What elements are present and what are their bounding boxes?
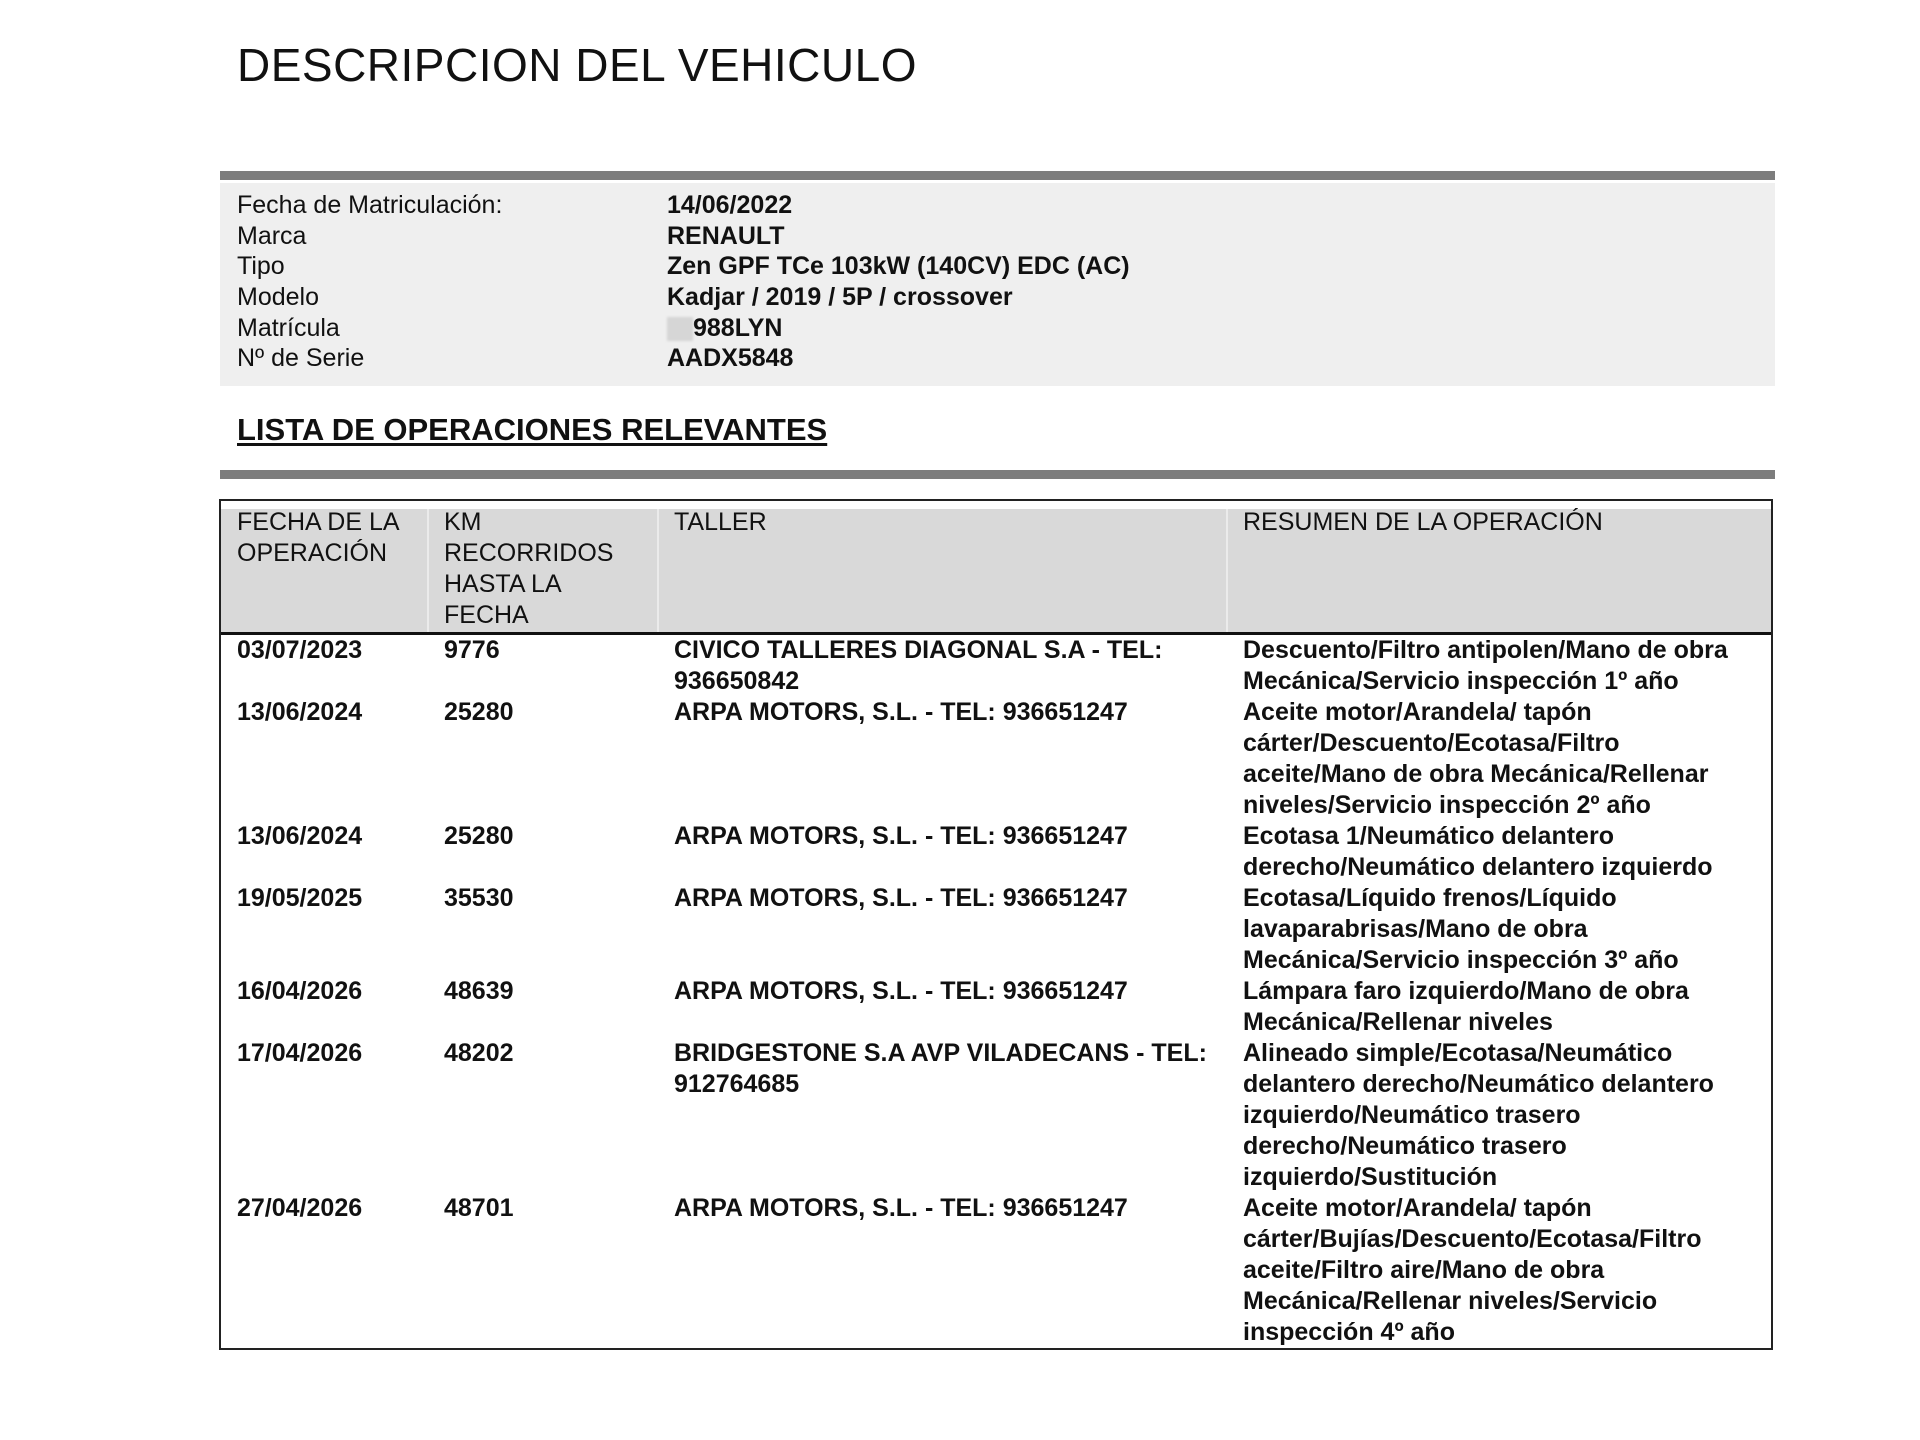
cell-date: 16/04/2026 bbox=[237, 977, 363, 1005]
cell-date: 27/04/2026 bbox=[237, 1194, 363, 1222]
plate-number: 988LYN bbox=[693, 314, 783, 342]
vehicle-row-plate bbox=[220, 313, 1775, 344]
cell-shop: ARPA MOTORS, S.L. - TEL: 936651247 bbox=[674, 977, 1128, 1005]
cell-summary: Ecotasa/Líquido frenos/Líquido lavaparabrisas/Mano de obra Mecánica/Servicio inspección 3º año bbox=[1243, 884, 1679, 974]
vehicle-label: Tipo bbox=[237, 252, 285, 280]
vehicle-row-brand bbox=[220, 221, 1775, 252]
vehicle-value: Kadjar / 2019 / 5P / crossover bbox=[667, 283, 1013, 311]
header-shop: TALLER bbox=[674, 508, 767, 536]
cell-km: 48639 bbox=[444, 977, 514, 1005]
cell-summary: Ecotasa 1/Neumático delantero derecho/Neumático delantero izquierdo bbox=[1243, 822, 1713, 881]
cell-summary: Descuento/Filtro antipolen/Mano de obra Mecánica/Servicio inspección 1º año bbox=[1243, 636, 1728, 695]
cell-summary: Aceite motor/Arandela/ tapón cárter/Bujías/Descuento/Ecotasa/Filtro aceite/Filtro aire/Mano de obra Mecánica/Rellenar niveles/Servicio inspección 4º año bbox=[1243, 1194, 1702, 1346]
vehicle-value: AADX5848 bbox=[667, 344, 794, 372]
cell-shop: ARPA MOTORS, S.L. - TEL: 936651247 bbox=[674, 884, 1128, 912]
header-km: KM RECORRIDOS HASTA LA FECHA bbox=[444, 508, 614, 629]
cell-date: 17/04/2026 bbox=[237, 1039, 363, 1067]
cell-km: 48202 bbox=[444, 1039, 514, 1067]
vehicle-value: 14/06/2022 bbox=[667, 191, 793, 219]
cell-summary: Lámpara faro izquierdo/Mano de obra Mecánica/Rellenar niveles bbox=[1243, 977, 1689, 1036]
vehicle-row-registration-date bbox=[220, 190, 1775, 221]
vehicle-value bbox=[667, 313, 782, 344]
cell-km: 35530 bbox=[444, 884, 514, 912]
cell-km: 48701 bbox=[444, 1194, 514, 1222]
vehicle-value: RENAULT bbox=[667, 222, 785, 250]
cell-shop: CIVICO TALLERES DIAGONAL S.A - TEL: 936650842 bbox=[674, 636, 1163, 695]
cell-shop: ARPA MOTORS, S.L. - TEL: 936651247 bbox=[674, 1194, 1128, 1222]
section-divider bbox=[220, 171, 1775, 180]
redaction-mark bbox=[667, 317, 693, 341]
cell-shop: ARPA MOTORS, S.L. - TEL: 936651247 bbox=[674, 822, 1128, 850]
vehicle-value: Zen GPF TCe 103kW (140CV) EDC (AC) bbox=[667, 252, 1130, 280]
header-summary: RESUMEN DE LA OPERACIÓN bbox=[1243, 508, 1603, 536]
cell-shop: ARPA MOTORS, S.L. - TEL: 936651247 bbox=[674, 698, 1128, 726]
vehicle-row-serial bbox=[220, 343, 1775, 374]
vehicle-row-model bbox=[220, 282, 1775, 313]
section-divider bbox=[220, 470, 1775, 479]
vehicle-details bbox=[220, 183, 1775, 386]
cell-shop: BRIDGESTONE S.A AVP VILADECANS - TEL: 912764685 bbox=[674, 1039, 1207, 1098]
cell-summary: Alineado simple/Ecotasa/Neumático delantero derecho/Neumático delantero izquierdo/Neumático trasero derecho/Neumático trasero izquierdo/Sustitución bbox=[1243, 1039, 1714, 1191]
cell-km: 25280 bbox=[444, 822, 514, 850]
table-header bbox=[221, 509, 1771, 635]
cell-date: 03/07/2023 bbox=[237, 636, 363, 664]
vehicle-label: Matrícula bbox=[237, 314, 340, 342]
vehicle-row-type bbox=[220, 251, 1775, 282]
cell-km: 25280 bbox=[444, 698, 514, 726]
header-date: FECHA DE LA OPERACIÓN bbox=[237, 508, 399, 567]
cell-km: 9776 bbox=[444, 636, 500, 664]
vehicle-label: Fecha de Matriculación: bbox=[237, 191, 503, 219]
operations-table bbox=[219, 499, 1773, 1350]
cell-date: 13/06/2024 bbox=[237, 822, 363, 850]
cell-date: 13/06/2024 bbox=[237, 698, 363, 726]
vehicle-label: Marca bbox=[237, 222, 307, 250]
vehicle-label: Nº de Serie bbox=[237, 344, 365, 372]
cell-summary: Aceite motor/Arandela/ tapón cárter/Descuento/Ecotasa/Filtro aceite/Mano de obra Mecánica/Rellenar niveles/Servicio inspección 2º año bbox=[1243, 698, 1709, 819]
vehicle-label: Modelo bbox=[237, 283, 319, 311]
section-title: LISTA DE OPERACIONES RELEVANTES bbox=[237, 412, 828, 447]
cell-date: 19/05/2025 bbox=[237, 884, 363, 912]
page-title: DESCRIPCION DEL VEHICULO bbox=[237, 39, 917, 91]
